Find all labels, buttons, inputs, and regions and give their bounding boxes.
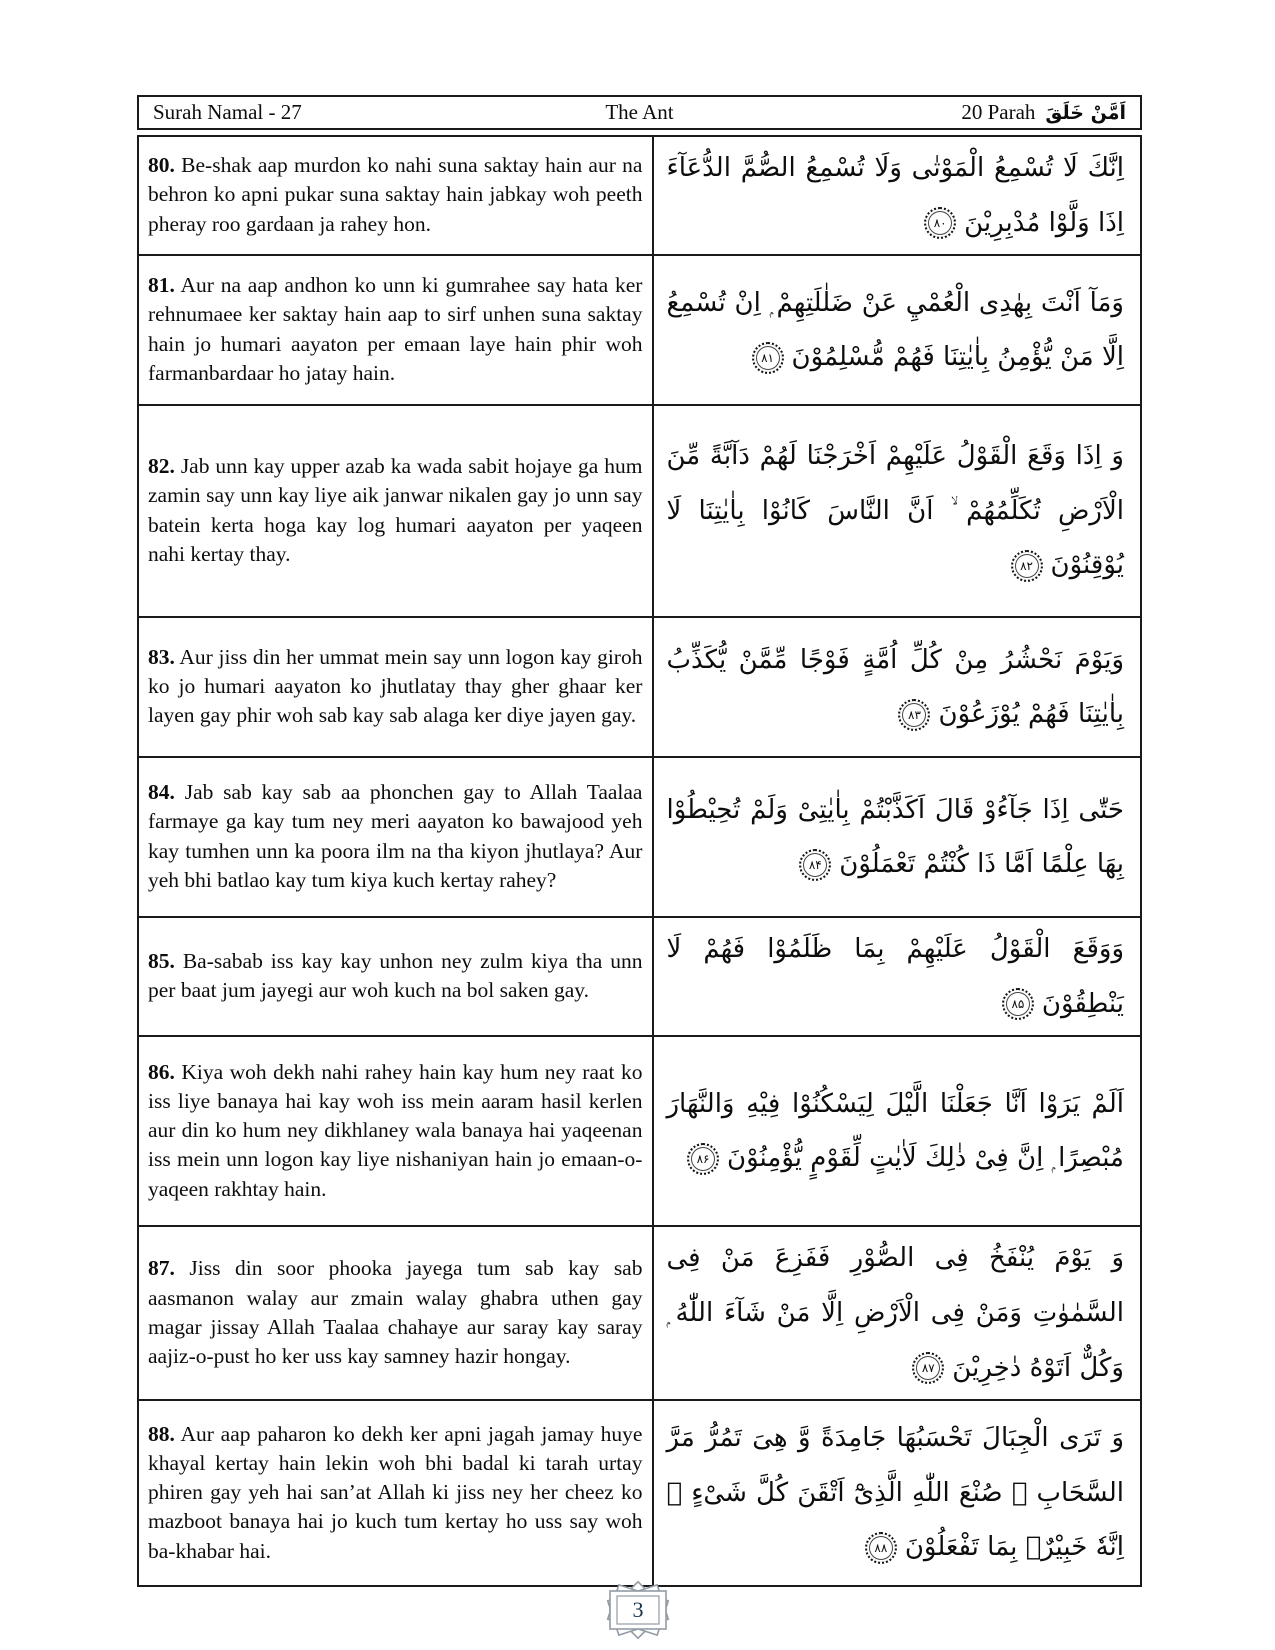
translation-text: Aur jiss din her ummat mein say unn logon kay giroh ko jo humari aayaton ko jhutlatay thay gher ghaar ker layen gay phir woh sab kay sab alaga ker diye jayen gay. — [148, 644, 643, 728]
verse-end-number: ۸۸ — [874, 1540, 888, 1555]
page-content — [137, 95, 1142, 1587]
translation-cell — [138, 255, 653, 405]
page-number-ornament — [599, 1576, 677, 1644]
translation-text: Jab sab kay sab aa phonchen gay to Allah Taalaa farmaye ga kay tum ney meri aayaton ko bawajood yeh kay tumhen unn ka poora ilm na tha kiyon jhutlaya? Aur yeh bhi batlao kay tum kiya kuch kertay rahey? — [148, 780, 643, 892]
verse-row-84 — [138, 757, 1141, 917]
translation-cell — [138, 136, 653, 255]
verse-row-80 — [138, 136, 1141, 255]
translation-text: Kiya woh dekh nahi rahey hain kay hum ney raat ko iss liye banaya hai kay woh iss mein aaram hasil kerlen aur din ko hum ney dikhlaney wala banaya hai yaqeenan iss mein unn logon kay liye nishaniyan hain jo emaan-o-yaqeen rakhtay hain. — [148, 1059, 643, 1201]
arabic-cell — [653, 917, 1141, 1036]
arabic-cell — [653, 1036, 1141, 1226]
verse-end-ornament — [752, 342, 784, 374]
parah-number: 20 Parah — [961, 100, 1036, 124]
verse-number: 86. — [148, 1059, 175, 1084]
verse-number: 80. — [148, 153, 175, 178]
arabic-cell — [653, 405, 1141, 617]
surah-english-name: The Ant — [605, 100, 674, 124]
verses-table — [137, 135, 1142, 1587]
translation-cell — [138, 757, 653, 917]
verse-end-ornament — [687, 1143, 719, 1175]
arabic-text: وَوَقَعَ الْقَوْلُ عَلَيْهِمْ بِمَا ظَلَمُوْا فَهُمْ لَا يَنْطِقُوْنَ — [666, 934, 1124, 1019]
verse-end-number: ۸۳ — [908, 707, 921, 722]
translation-cell — [138, 1400, 653, 1586]
parah-info — [802, 100, 1126, 125]
arabic-cell — [653, 255, 1141, 405]
translation-cell — [138, 617, 653, 757]
arabic-text: وَمَآ اَنْتَ بِهٰدِى الْعُمْيِ عَنْ ضَلٰلَتِهِمْ ۭ اِنْ تُسْمِعُ اِلَّا مَنْ يُّؤْمِنُ بِاٰيٰتِنَا فَهُمْ مُّسْلِمُوْنَ — [666, 287, 1124, 373]
arabic-cell — [653, 617, 1141, 757]
verse-row-82 — [138, 405, 1141, 617]
surah-title: Surah Namal - 27 — [153, 100, 302, 124]
arabic-text: وَ اِذَا وَقَعَ الْقَوْلُ عَلَيْهِمْ اَخْرَجْنَا لَهُمْ دَآبَّةً مِّنَ الْاَرْضِ تُكَلِّمُهُمْ ۙ اَنَّ النَّاسَ كَانُوْا بِاٰيٰتِنَا لَا يُوْقِنُوْنَ — [666, 441, 1124, 581]
arabic-text: اَلَمْ يَرَوْا اَنَّا جَعَلْنَا الَّيْلَ لِيَسْكُنُوْا فِيْهِ وَالنَّهَارَ مُبْصِرًا ۭ اِنَّ فِىْ ذٰلِكَ لَاٰيٰتٍ لِّقَوْمٍ يُّؤْمِنُوْنَ — [666, 1088, 1124, 1174]
parah-arabic-name: اَمَّنْ خَلَقَ — [1045, 101, 1126, 124]
verse-end-ornament — [924, 207, 956, 239]
verse-row-88 — [138, 1400, 1141, 1586]
arabic-text: وَ يَوْمَ يُنْفَخُ فِى الصُّوْرِ فَفَزِعَ مَنْ فِى السَّمٰوٰتِ وَمَنْ فِى الْاَرْضِ اِلَّا مَنْ شَآءَ اللّٰهُ ۭ وَكُلٌّ اَتَوْهُ دٰخِرِيْنَ — [666, 1243, 1124, 1383]
translation-cell — [138, 1226, 653, 1400]
verse-row-86 — [138, 1036, 1141, 1226]
translation-text: Aur aap paharon ko dekh ker apni jagah jamay huye khayal kertay hain lekin woh bhi badal ki tarah urtay phiren gay yeh hai san’at Allah ki jiss ney her cheez ko mazboot banaya hai jo kuch tum kertay ho uss say woh ba-khabar hai. — [148, 1421, 643, 1563]
verse-row-81 — [138, 255, 1141, 405]
verse-end-ornament — [799, 849, 831, 881]
arabic-cell — [653, 757, 1141, 917]
arabic-cell — [653, 1226, 1141, 1400]
verse-number: 82. — [148, 454, 175, 479]
arabic-text: اِنَّكَ لَا تُسْمِعُ الْمَوْتٰى وَلَا تُسْمِعُ الصُّمَّ الدُّعَآءَ اِذَا وَلَّوْا مُدْبِرِيْنَ — [666, 153, 1124, 238]
translation-cell — [138, 405, 653, 617]
arabic-text: وَ تَرَى الْجِبَالَ تَحْسَبُهَا جَامِدَةً وَّ هِىَ تَمُرُّ مَرَّ السَّحَابِ ۭ صُنْعَ اللّٰهِ الَّذِىْٓ اَتْقَنَ كُلَّ شَىْءٍ ۭ اِنَّهٗ خَبِيْرٌۢ بِمَا تَفْعَلُوْنَ — [666, 1423, 1124, 1563]
translation-cell — [138, 1036, 653, 1226]
translation-text: Aur na aap andhon ko unn ki gumrahee say hata ker rehnumaee ker saktay hain aap to sirf unhen suna saktay hain jo humari aayaton per emaan laye hain phir woh farmanbardaar ho jatay hain. — [148, 273, 643, 385]
verse-end-number: ۸۴ — [808, 857, 822, 872]
arabic-text: حَتّٰى اِذَا جَآءُوْ قَالَ اَكَذَّبْتُمْ بِاٰيٰتِىْ وَلَمْ تُحِيْطُوْا بِهَا عِلْمًا اَمَّا ذَا كُنْتُمْ تَعْمَلُوْنَ — [666, 794, 1124, 880]
verse-end-number: ۸۲ — [1020, 558, 1033, 573]
verse-end-number: ۸۷ — [921, 1361, 935, 1376]
verse-number: 85. — [148, 949, 175, 974]
verse-end-number: ۸۶ — [696, 1151, 710, 1166]
verse-row-85 — [138, 917, 1141, 1036]
verse-row-83 — [138, 617, 1141, 757]
translation-text: Jab unn kay upper azab ka wada sabit hojaye ga hum zamin say unn kay liye aik janwar nikalen gay jo unn say batein kerta hoga kay log humari aayaton per yaqeen nahi kertay thay. — [148, 454, 643, 566]
verse-number: 84. — [148, 780, 175, 805]
translation-cell — [138, 917, 653, 1036]
verse-end-ornament — [1011, 550, 1043, 582]
verse-end-number: ۸۱ — [761, 350, 774, 365]
arabic-cell — [653, 1400, 1141, 1586]
page-number: 3 — [632, 1597, 643, 1622]
translation-text: Jiss din soor phooka jayega tum sab kay sab aasmanon walay aur zmain walay ghabra uthen gay magar jissay Allah Taalaa chahaye aur saray kay saray aajiz-o-pust ho ker uss kay samney hazir hongay. — [148, 1256, 643, 1368]
verse-end-ornament — [1002, 988, 1034, 1020]
page-footer — [599, 1576, 677, 1649]
arabic-cell — [653, 136, 1141, 255]
translation-text: Ba-sabab iss kay kay unhon ney zulm kiya tha unn per baat jum jayegi aur woh kuch na bol saken gay. — [148, 949, 643, 1003]
verse-number: 87. — [148, 1256, 175, 1281]
verse-end-ornament — [865, 1532, 897, 1564]
arabic-text: وَيَوْمَ نَحْشُرُ مِنْ كُلِّ اُمَّةٍ فَوْجًا مِّمَّنْ يُّكَذِّبُ بِاٰيٰتِنَا فَهُمْ يُوْزَعُوْنَ — [666, 644, 1124, 730]
page-header — [137, 95, 1142, 130]
verse-number: 88. — [148, 1421, 175, 1446]
verse-number: 83. — [148, 644, 175, 669]
verse-end-ornament — [912, 1352, 944, 1384]
verse-number: 81. — [148, 273, 175, 298]
verse-row-87 — [138, 1226, 1141, 1400]
verse-end-number: ۸۵ — [1011, 997, 1025, 1012]
translation-text: Be-shak aap murdon ko nahi suna saktay hain aur na behron ko apni pukar suna saktay hain jabkay woh peeth pheray roo gardaan ja rahey hon. — [148, 153, 643, 236]
verse-end-ornament — [898, 699, 930, 731]
verse-end-number: ۸۰ — [933, 216, 947, 231]
